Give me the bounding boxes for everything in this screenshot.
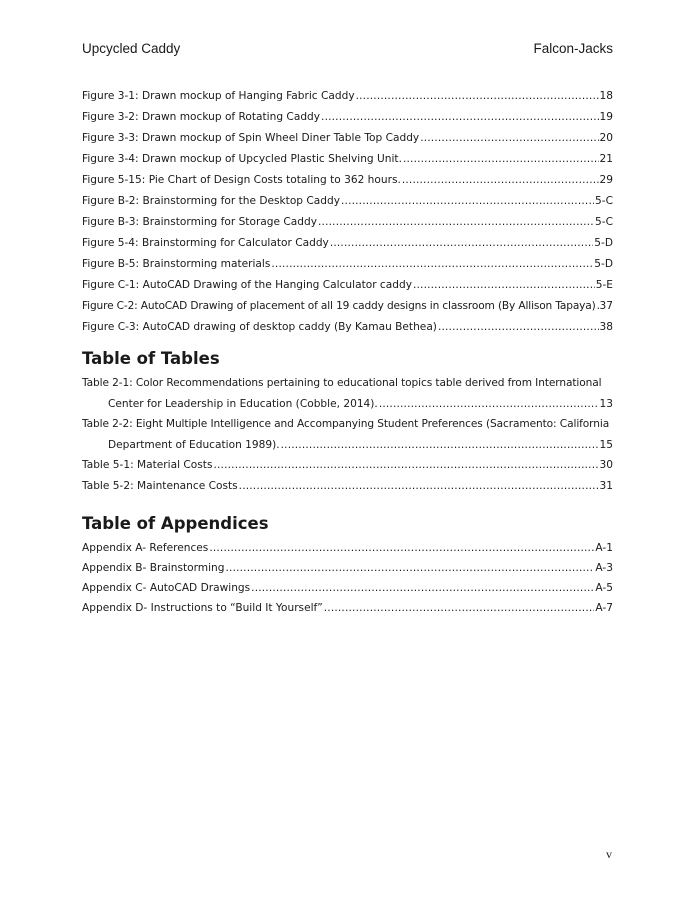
toc-entry[interactable] <box>82 132 613 144</box>
toc-entry-title: Figure C-1: AutoCAD Drawing of the Hanging Calculator caddy <box>82 279 412 291</box>
toc-entry[interactable] <box>82 300 613 312</box>
toc-entry-page: 29 <box>599 174 613 186</box>
toc-entry-title: Figure 5-4: Brainstorming for Calculator Caddy <box>82 237 329 249</box>
toc-entry-page: 5-D <box>594 258 613 270</box>
toc-entry-page: A-1 <box>595 542 613 554</box>
dot-leader <box>356 90 599 102</box>
page-number: v <box>606 847 612 861</box>
toc-entry-page: A-3 <box>595 562 613 574</box>
dot-leader <box>324 602 595 614</box>
toc-entry-page: 5-E <box>595 279 613 291</box>
toc-entry-title: Table 5-2: Maintenance Costs <box>82 480 238 492</box>
toc-entry-page: 30 <box>599 459 613 471</box>
dot-leader <box>420 132 598 144</box>
dot-leader <box>341 195 594 207</box>
toc-entry[interactable] <box>82 111 613 123</box>
toc-entry-page: 37 <box>599 300 613 312</box>
dot-leader <box>321 111 598 123</box>
toc-entry-title-cont: Center for Leadership in Education (Cobble, 2014). <box>108 398 378 410</box>
dot-leader <box>403 153 599 165</box>
toc-entry-page: 15 <box>599 439 613 451</box>
toc-entry-page: 21 <box>599 153 613 165</box>
toc-entry[interactable] <box>82 542 613 554</box>
toc-entry[interactable] <box>82 582 613 594</box>
toc-entry-page: 38 <box>599 321 613 333</box>
dot-leader <box>330 237 593 249</box>
dot-leader <box>597 300 599 312</box>
table-of-tables-heading: Table of Tables <box>82 349 220 368</box>
toc-entry[interactable] <box>82 480 613 492</box>
toc-entry-page: 31 <box>599 480 613 492</box>
dot-leader <box>251 582 594 594</box>
dot-leader <box>213 459 598 471</box>
toc-entry-page: A-7 <box>595 602 613 614</box>
appendices-list <box>82 542 613 622</box>
dot-leader <box>318 216 594 228</box>
toc-entry[interactable] <box>82 321 613 333</box>
toc-entry-page: 5-C <box>595 195 613 207</box>
toc-entry-title: Appendix A- References <box>82 542 209 554</box>
dot-leader <box>209 542 594 554</box>
figures-list <box>82 90 613 342</box>
toc-entry[interactable] <box>82 418 613 451</box>
toc-entry-page: 5-C <box>595 216 613 228</box>
toc-entry-title: Appendix D- Instructions to “Build It Yourself” <box>82 602 323 614</box>
toc-entry[interactable] <box>82 237 613 249</box>
dot-leader <box>271 258 593 270</box>
tables-list <box>82 377 613 501</box>
toc-entry-title: Table 2-2: Eight Multiple Intelligence and Accompanying Student Preferences (Sacramento: California <box>82 418 610 430</box>
toc-entry[interactable] <box>82 562 613 574</box>
toc-entry-page: 13 <box>599 398 613 410</box>
toc-entry-title: Figure C-3: AutoCAD drawing of desktop caddy (By Kamau Bethea) <box>82 321 437 333</box>
toc-entry-title: Figure B-5: Brainstorming materials <box>82 258 271 270</box>
header-authors: Falcon-Jacks <box>533 41 613 56</box>
dot-leader <box>413 279 595 291</box>
table-of-appendices-heading: Table of Appendices <box>82 514 269 533</box>
dot-leader <box>239 480 599 492</box>
toc-entry-title: Figure 3-4: Drawn mockup of Upcycled Plastic Shelving Unit. <box>82 153 402 165</box>
toc-entry[interactable] <box>82 216 613 228</box>
toc-entry-title: Figure C-2: AutoCAD Drawing of placement of all 19 caddy designs in classroom (By Allison Tapaya) <box>82 300 596 312</box>
toc-entry-page: 19 <box>599 111 613 123</box>
toc-entry-title: Table 2-1: Color Recommendations pertaining to educational topics table derived from International <box>82 377 602 389</box>
toc-entry-page: A-5 <box>595 582 613 594</box>
toc-entry-title: Figure B-2: Brainstorming for the Desktop Caddy <box>82 195 340 207</box>
dot-leader <box>281 439 599 451</box>
dot-leader <box>438 321 599 333</box>
toc-entry[interactable] <box>82 279 613 291</box>
toc-entry-page: 18 <box>599 90 613 102</box>
toc-entry[interactable] <box>82 459 613 471</box>
toc-entry[interactable] <box>82 90 613 102</box>
toc-entry-title: Figure 3-3: Drawn mockup of Spin Wheel Diner Table Top Caddy <box>82 132 420 144</box>
toc-entry-title: Appendix C- AutoCAD Drawings <box>82 582 251 594</box>
toc-entry[interactable] <box>82 195 613 207</box>
page-header <box>82 41 613 61</box>
toc-entry[interactable] <box>82 174 613 186</box>
dot-leader <box>379 398 599 410</box>
toc-entry[interactable] <box>82 153 613 165</box>
toc-entry-title: Table 5-1: Material Costs <box>82 459 213 471</box>
toc-entry-title: Figure B-3: Brainstorming for Storage Caddy <box>82 216 318 228</box>
dot-leader <box>226 562 595 574</box>
toc-entry-title: Figure 5-15: Pie Chart of Design Costs totaling to 362 hours. <box>82 174 401 186</box>
toc-entry-title: Figure 3-2: Drawn mockup of Rotating Caddy <box>82 111 321 123</box>
toc-entry-title: Appendix B- Brainstorming <box>82 562 225 574</box>
toc-entry-page: 5-D <box>594 237 613 249</box>
toc-entry-page: 20 <box>599 132 613 144</box>
toc-entry[interactable] <box>82 602 613 614</box>
toc-entry-title-cont: Department of Education 1989). <box>108 439 280 451</box>
toc-entry[interactable] <box>82 377 613 410</box>
toc-entry-title: Figure 3-1: Drawn mockup of Hanging Fabric Caddy <box>82 90 355 102</box>
toc-entry[interactable] <box>82 258 613 270</box>
header-title: Upcycled Caddy <box>82 41 181 56</box>
dot-leader <box>402 174 599 186</box>
